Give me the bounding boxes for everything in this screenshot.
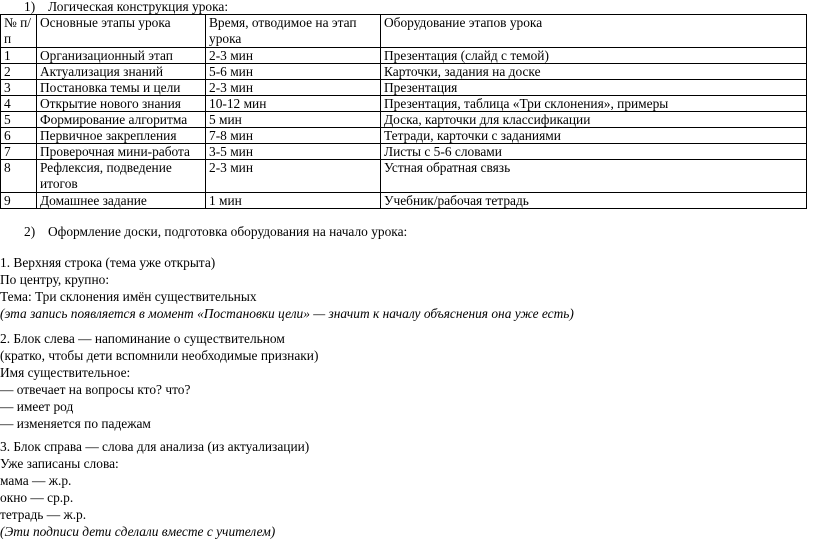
row-number: 4 <box>1 96 37 112</box>
row-time: 2-3 мин <box>206 160 381 193</box>
row-equipment: Доска, карточки для классификации <box>381 112 807 128</box>
row-stage: Открытие нового знания <box>37 96 206 112</box>
row-time: 1 мин <box>206 193 381 209</box>
block-2-item-1: — отвечает на вопросы кто? что? <box>0 382 191 397</box>
section-1-title: Логическая конструкция урока: <box>48 0 229 14</box>
block-1-line-1: По центру, крупно: <box>0 272 110 287</box>
row-number: 1 <box>1 48 37 64</box>
block-1-note: (эта запись появляется в момент «Постановки цели» — значит к началу объяснения она уже есть) <box>0 306 574 321</box>
row-equipment: Карточки, задания на доске <box>381 64 807 80</box>
board-block-noun-reminder <box>0 330 318 432</box>
row-stage: Домашнее задание <box>37 193 206 209</box>
block-3-note: (Эти подписи дети сделали вместе с учителем) <box>0 524 276 539</box>
block-1-title: 1. Верхняя строка (тема уже открыта) <box>0 255 216 270</box>
lesson-structure-table <box>0 14 807 209</box>
row-time: 2-3 мин <box>206 80 381 96</box>
table-row <box>1 128 807 144</box>
row-number: 6 <box>1 128 37 144</box>
board-block-words <box>0 438 309 540</box>
row-time: 5-6 мин <box>206 64 381 80</box>
table-row <box>1 112 807 128</box>
row-equipment: Учебник/рабочая тетрадь <box>381 193 807 209</box>
row-equipment: Устная обратная связь <box>381 160 807 193</box>
row-equipment: Презентация, таблица «Три склонения», примеры <box>381 96 807 112</box>
row-time: 7-8 мин <box>206 128 381 144</box>
row-number: 9 <box>1 193 37 209</box>
header-stage: Основные этапы урока <box>37 15 206 48</box>
block-2-item-2: — имеет род <box>0 399 74 414</box>
block-3-word-1: мама — ж.р. <box>0 473 72 488</box>
table-row <box>1 64 807 80</box>
block-2-title: 2. Блок слева — напоминание о существительном <box>0 331 285 346</box>
row-number: 8 <box>1 160 37 193</box>
row-equipment: Тетради, карточки с заданиями <box>381 128 807 144</box>
section-1-number: 1) <box>24 0 36 14</box>
table-row <box>1 80 807 96</box>
row-time: 5 мин <box>206 112 381 128</box>
header-equipment: Оборудование этапов урока <box>381 15 807 48</box>
table-row <box>1 160 807 193</box>
section-2-heading <box>24 224 407 240</box>
table-row <box>1 48 807 64</box>
row-stage: Первичное закрепления <box>37 128 206 144</box>
row-stage: Формирование алгоритма <box>37 112 206 128</box>
row-stage: Постановка темы и цели <box>37 80 206 96</box>
header-number: № п/п <box>1 15 37 48</box>
row-number: 5 <box>1 112 37 128</box>
block-2-line-2: Имя существительное: <box>0 365 131 380</box>
block-3-word-3: тетрадь — ж.р. <box>0 507 87 522</box>
table-row <box>1 144 807 160</box>
row-stage: Актуализация знаний <box>37 64 206 80</box>
row-time: 10-12 мин <box>206 96 381 112</box>
table-row <box>1 96 807 112</box>
row-equipment: Листы с 5-6 словами <box>381 144 807 160</box>
header-time: Время, отводимое на этап урока <box>206 15 381 48</box>
board-block-topic <box>0 254 574 322</box>
row-number: 2 <box>1 64 37 80</box>
row-number: 7 <box>1 144 37 160</box>
row-number: 3 <box>1 80 37 96</box>
row-time: 3-5 мин <box>206 144 381 160</box>
table-row <box>1 193 807 209</box>
section-1-heading <box>24 0 228 15</box>
row-equipment: Презентация <box>381 80 807 96</box>
row-stage: Проверочная мини-работа <box>37 144 206 160</box>
block-1-topic: Тема: Три склонения имён существительных <box>0 289 257 304</box>
section-2-number: 2) <box>24 224 36 239</box>
row-time: 2-3 мин <box>206 48 381 64</box>
block-2-item-3: — изменяется по падежам <box>0 416 151 431</box>
block-3-line-1: Уже записаны слова: <box>0 456 119 471</box>
row-stage: Рефлексия, подведение итогов <box>37 160 206 193</box>
table-header-row <box>1 15 807 48</box>
row-equipment: Презентация (слайд с темой) <box>381 48 807 64</box>
row-stage: Организационный этап <box>37 48 206 64</box>
section-2-title: Оформление доски, подготовка оборудования на начало урока: <box>48 224 408 239</box>
block-3-word-2: окно — ср.р. <box>0 490 74 505</box>
block-3-title: 3. Блок справа — слова для анализа (из актуализации) <box>0 439 310 454</box>
block-2-line-1: (кратко, чтобы дети вспомнили необходимые признаки) <box>0 348 319 363</box>
